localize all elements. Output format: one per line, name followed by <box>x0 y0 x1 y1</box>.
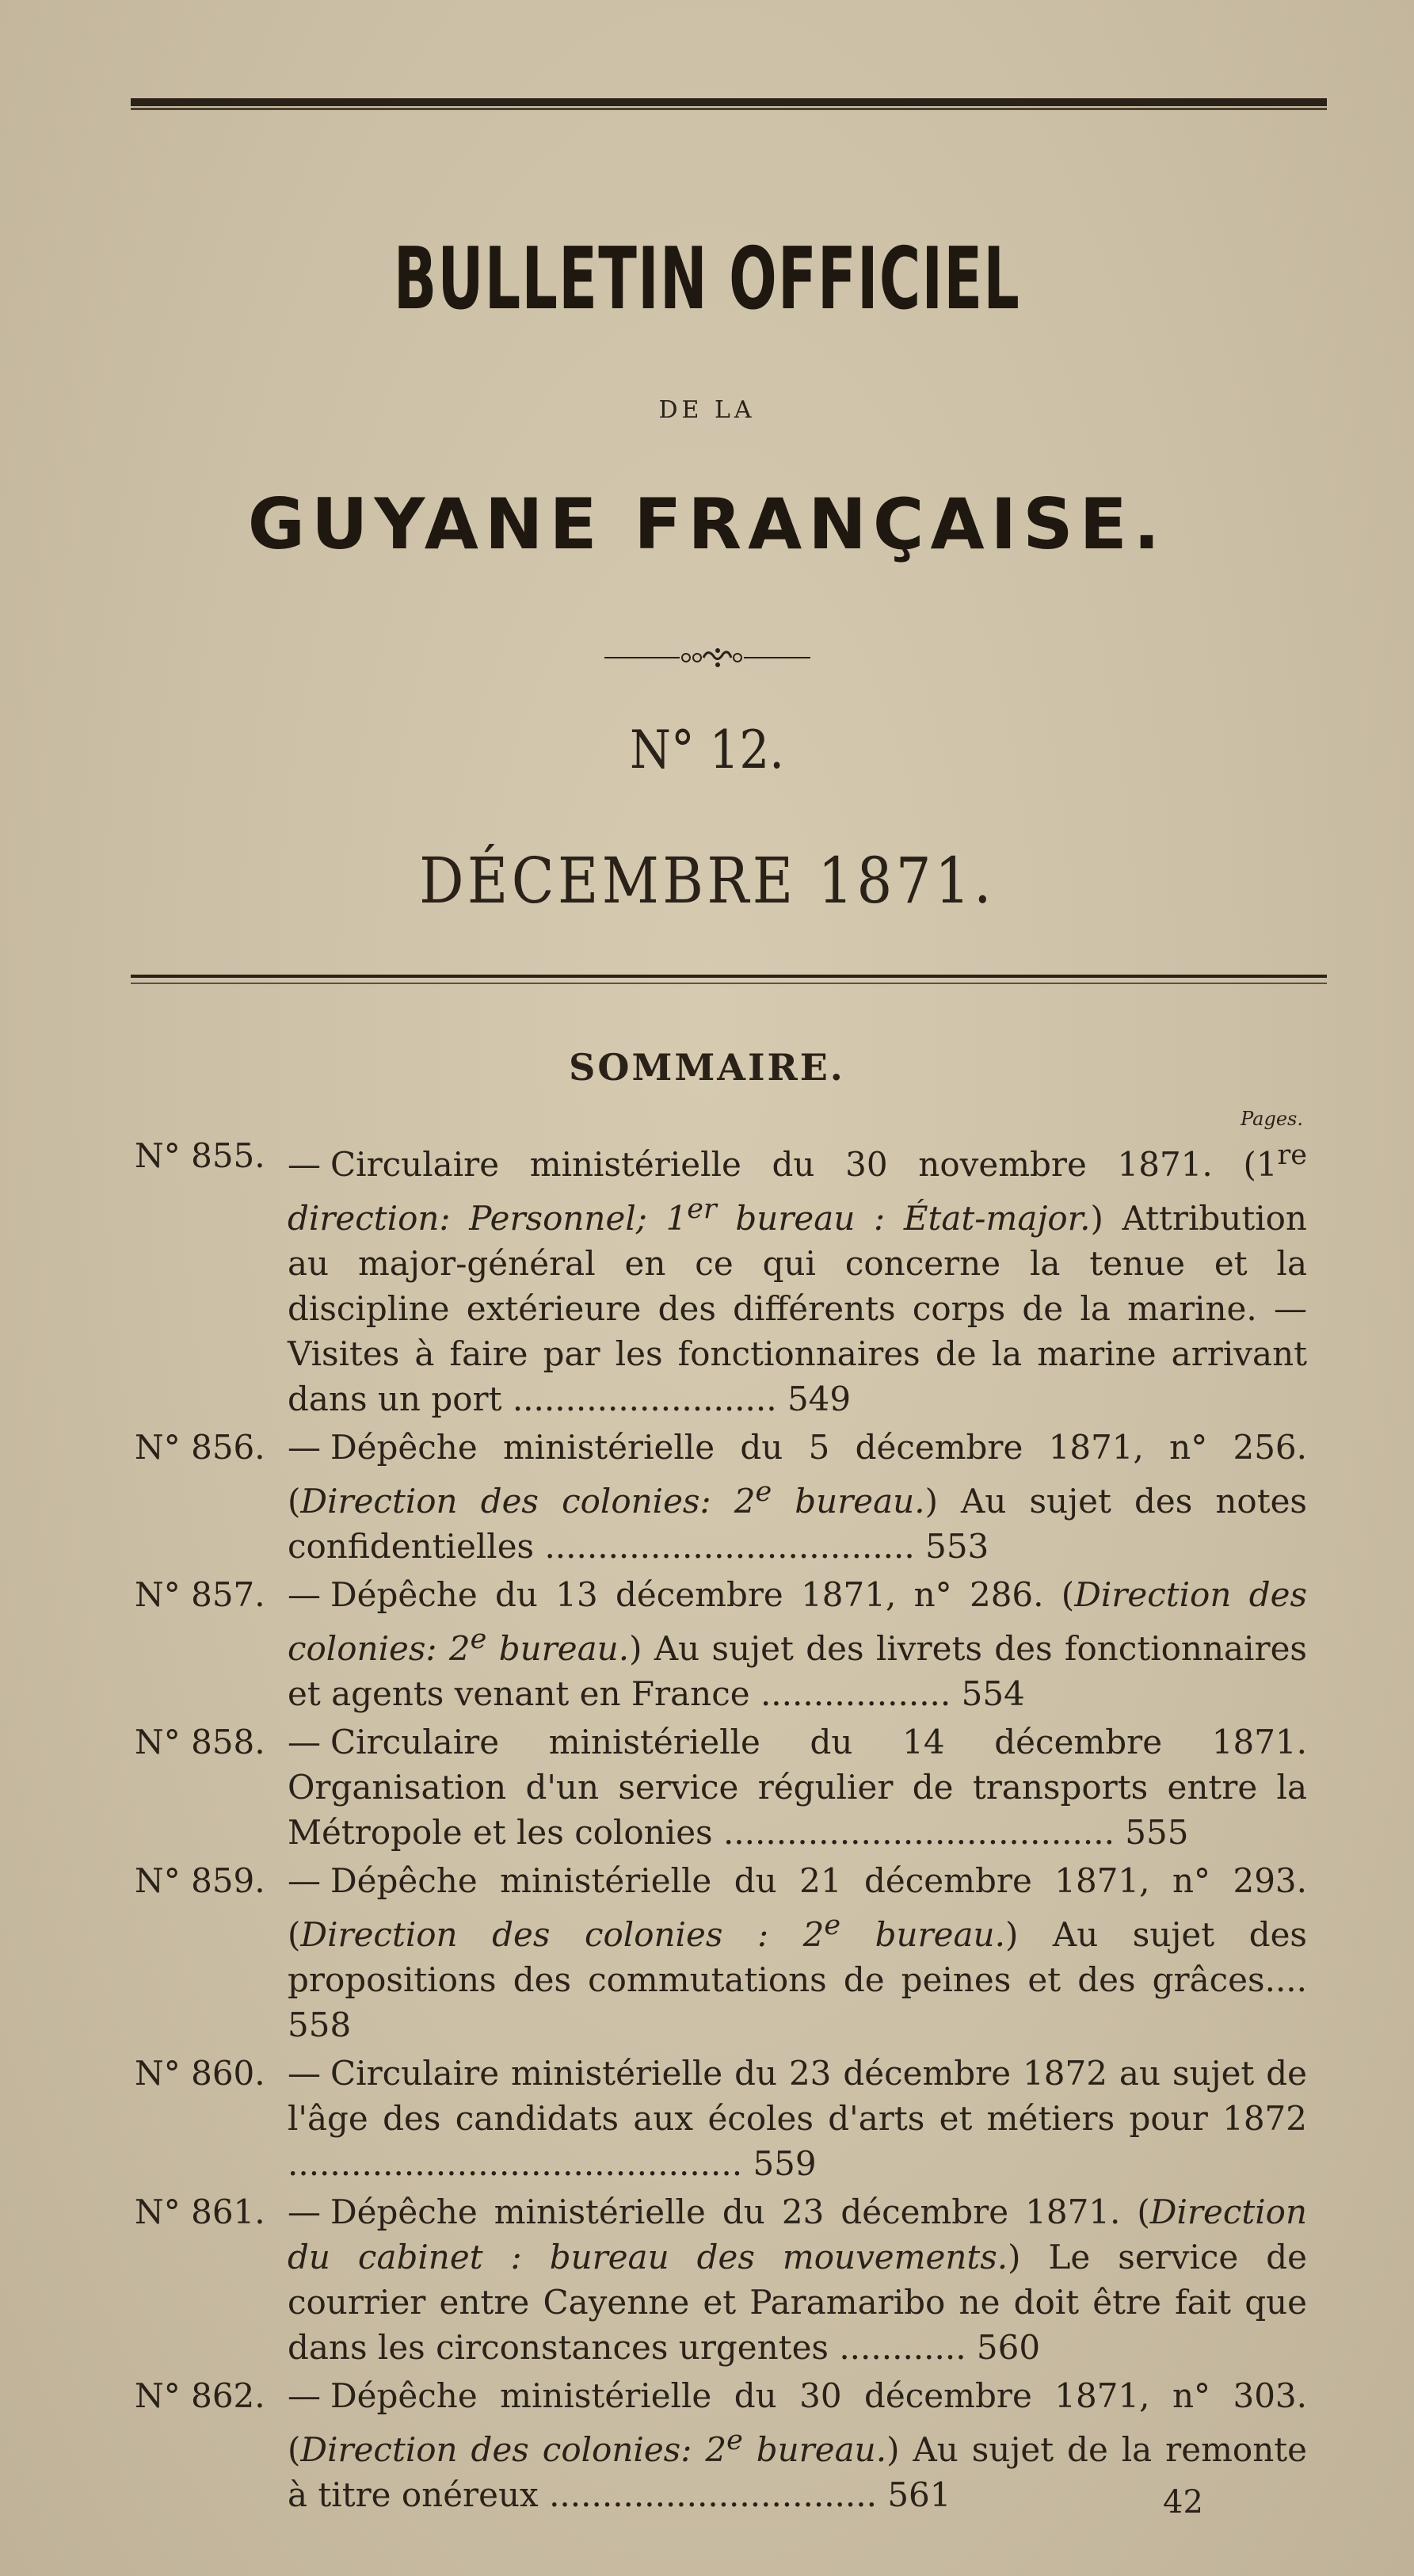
dot-leader: ........................................... <box>288 2144 753 2183</box>
signature-mark: 42 <box>1163 2484 1203 2521</box>
entry-italic: bureau. <box>795 1482 925 1521</box>
entry-text <box>288 2051 1307 2186</box>
middle-rule-thin <box>131 983 1327 984</box>
entry-dash: — <box>288 1723 321 1761</box>
toc-entry-860 <box>135 2051 1307 2186</box>
entry-text-part: ) Attribution au major-général en ce qui concerne la tenue et la discipline extérieure des différents corps de la marine. — Visites à faire par les fonctionnaires de la marine arrivant dans un port <box>288 1199 1307 1418</box>
toc-entry-861 <box>135 2189 1307 2370</box>
entry-text <box>288 1719 1307 1855</box>
entry-page: 560 <box>976 2328 1041 2367</box>
sommaire-heading: SOMMAIRE. <box>569 1046 845 1089</box>
entry-dash: — <box>288 2054 321 2093</box>
entry-dash: — <box>288 2192 321 2231</box>
ornament-icon <box>604 646 810 670</box>
entry-italic: bureau. <box>498 1629 630 1668</box>
entry-page: 549 <box>787 1380 852 1418</box>
entry-italic: Direction des colonies: 2 <box>288 1575 1307 1668</box>
entry-italic: bureau. <box>875 1915 1005 1954</box>
entry-italic: direction: Personnel; 1 <box>288 1199 688 1238</box>
entry-italic: bureau. <box>756 2430 887 2469</box>
entry-superscript: e <box>470 1624 487 1655</box>
toc-entry-859 <box>135 1858 1307 2047</box>
entry-page: 561 <box>887 2475 951 2514</box>
dot-leader: ................................... <box>534 1527 926 1566</box>
entry-page: 555 <box>1125 1813 1189 1852</box>
dot-leader: ......................... <box>501 1380 787 1418</box>
entry-text <box>288 2189 1307 2370</box>
dot-leader: ............ <box>828 2328 977 2367</box>
ornament-divider <box>0 646 1414 673</box>
dot-leader: .................. <box>749 1674 962 1713</box>
entry-text <box>288 1425 1307 1569</box>
table-of-contents <box>135 1133 1307 2521</box>
entry-italic: Direction des colonies : 2 <box>300 1915 825 1954</box>
entry-text-part: ) Au sujet des propositions des commutations de peines et des grâces.... <box>288 1915 1307 1999</box>
entry-superscript: e <box>726 2425 743 2456</box>
entry-dash: — <box>288 1575 321 1614</box>
bulletin-title: BULLETIN OFFICIEL <box>393 230 1021 329</box>
toc-entry-862 <box>135 2373 1307 2517</box>
toc-entry-855 <box>135 1133 1307 1422</box>
entry-number: N° 856. <box>135 1428 265 1467</box>
dot-leader: ..................................... <box>712 1813 1126 1852</box>
entry-text-part: Dépêche du 13 décembre 1871, n° 286. ( <box>330 1575 1075 1614</box>
entry-text <box>288 1858 1307 2047</box>
entry-text-part: Dépêche ministérielle du 21 décembre 1871, n° 293. ( <box>288 1861 1307 1954</box>
middle-rule <box>131 975 1327 978</box>
entry-italic: Direction des colonies: 2 <box>300 2430 727 2469</box>
entry-number: N° 855. <box>135 1136 265 1175</box>
issue-date: DÉCEMBRE 1871. <box>419 844 995 918</box>
entry-number: N° 858. <box>135 1723 265 1761</box>
entry-text-part: Dépêche ministérielle du 5 décembre 1871, n° 256. ( <box>288 1428 1307 1521</box>
entry-superscript: re <box>1277 1139 1307 1171</box>
entry-text <box>288 1572 1307 1716</box>
entry-page: 554 <box>961 1674 1025 1713</box>
entry-dash: — <box>288 1145 321 1184</box>
entry-text-part: Circulaire ministérielle du 23 décembre 1872 au sujet de l'âge des candidats aux écoles d'arts et métiers pour 1872 <box>288 2054 1307 2138</box>
entry-number: N° 860. <box>135 2054 265 2093</box>
entry-text-part: Circulaire ministérielle du 14 décembre 1871. Organisation d'un service régulier de transports entre la Métropole et les colonies <box>288 1723 1307 1852</box>
entry-superscript: e <box>755 1476 772 1508</box>
entry-text-part: Dépêche ministérielle du 30 décembre 1871, n° 303. ( <box>288 2376 1307 2469</box>
entry-text-part: Dépêche ministérielle du 23 décembre 1871. ( <box>330 2192 1150 2231</box>
entry-superscript: er <box>687 1193 717 1225</box>
colony-title: GUYANE FRANÇAISE. <box>247 483 1167 565</box>
entry-text <box>288 2373 1307 2517</box>
entry-page: 558 <box>288 2005 352 2044</box>
entry-dash: — <box>288 2376 321 2415</box>
toc-entry-858 <box>135 1719 1307 1855</box>
pages-column-label: Pages. <box>1241 1108 1303 1130</box>
entry-italic: Direction des colonies: 2 <box>300 1482 756 1521</box>
entry-text-part: ) Le service de courrier entre Cayenne et Paramaribo ne doit être fait que dans les circonstances urgentes <box>288 2238 1308 2367</box>
entry-italic: bureau : État-major. <box>735 1199 1091 1238</box>
entry-number: N° 857. <box>135 1575 265 1614</box>
entry-text-part: ) Au sujet des notes confidentielles <box>288 1482 1307 1566</box>
top-rule-thin <box>131 108 1327 110</box>
top-rule <box>131 98 1327 106</box>
entry-number: N° 861. <box>135 2192 265 2231</box>
toc-entry-856 <box>135 1425 1307 1569</box>
entry-text <box>288 1133 1307 1422</box>
de-la-text: DE LA <box>658 396 756 424</box>
entry-dash: — <box>288 1861 321 1900</box>
entry-number: N° 862. <box>135 2376 265 2415</box>
entry-text-part: Circulaire ministérielle du 30 novembre 1871. (1 <box>330 1145 1278 1184</box>
entry-dash: — <box>288 1428 321 1467</box>
entry-text-part: ) Au sujet de la remonte à titre onéreux <box>288 2430 1308 2514</box>
toc-entry-857 <box>135 1572 1307 1716</box>
entry-italic: Direction du cabinet : bureau des mouvements. <box>288 2192 1307 2276</box>
issue-number: N° 12. <box>629 719 785 780</box>
entry-number: N° 859. <box>135 1861 265 1900</box>
dot-leader: ............................... <box>538 2475 888 2514</box>
entry-superscript: e <box>824 1910 841 1941</box>
entry-text-part: ) Au sujet des livrets des fonctionnaires et agents venant en France <box>288 1629 1307 1713</box>
entry-page: 553 <box>925 1527 989 1566</box>
entry-page: 559 <box>753 2144 817 2183</box>
